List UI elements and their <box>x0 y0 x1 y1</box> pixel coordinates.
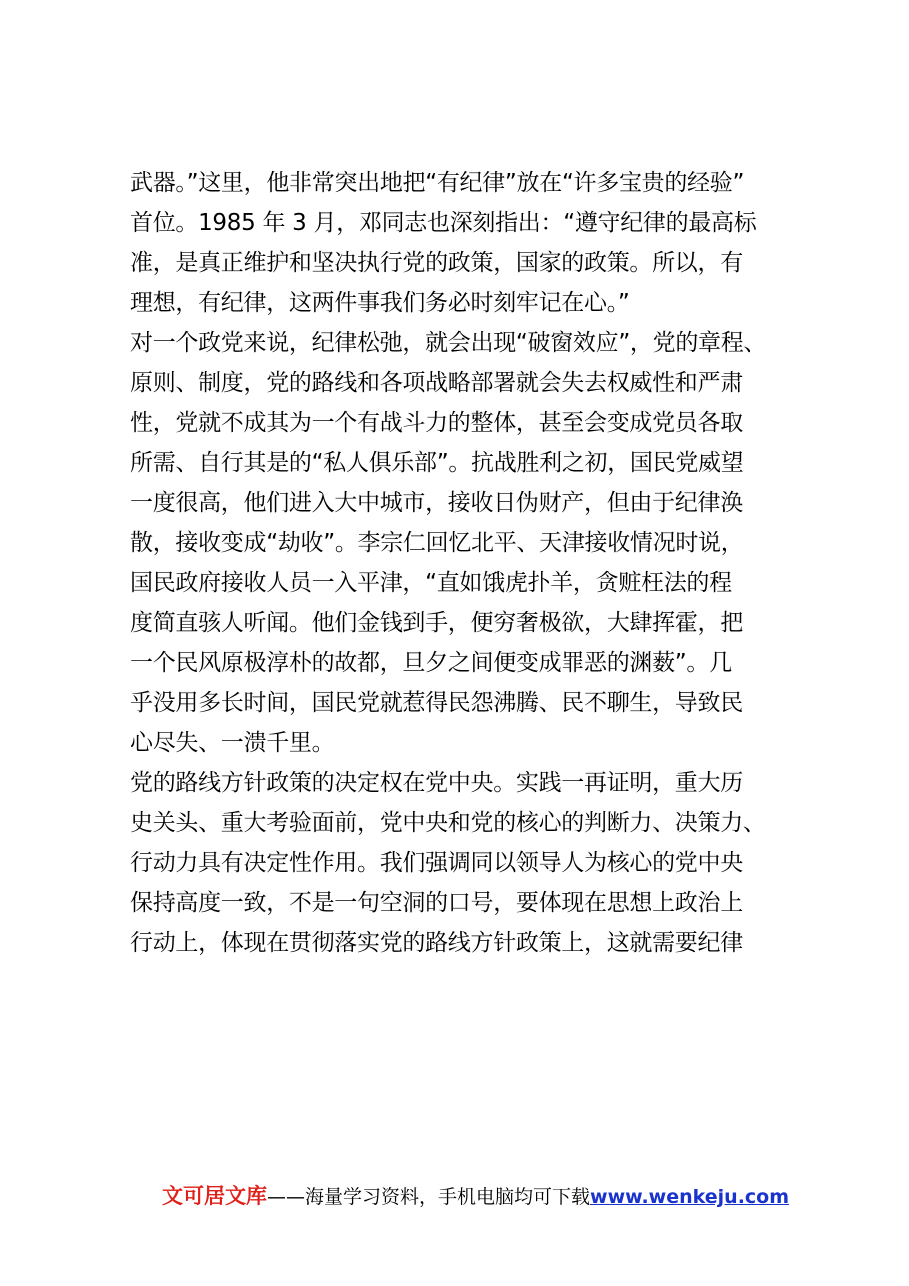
footer-brand: 文可居文库 <box>162 1184 267 1208</box>
text-line: 理想，有纪律，这两件事我们务必时刻牢记在心。” <box>130 290 630 316</box>
text-line: 准，是真正维护和坚决执行党的政策，国家的政策。所以，有 <box>130 250 743 276</box>
text-line: 对一个政党来说，纪律松弛，就会出现“破窗效应”，党的章程、 <box>130 330 767 356</box>
text-line: 心尽失、一溃千里。 <box>130 730 335 756</box>
text-line: 国民政府接收人员一入平津，“直如饿虎扑羊，贪赃枉法的程 <box>130 570 732 596</box>
footer-site-link[interactable]: www.wenkeju.com <box>590 1186 790 1208</box>
text-line: 首位。1985 年 3 月，邓同志也深刻指出：“遵守纪律的最高标 <box>130 210 757 236</box>
text-line: 散，接收变成“劫收”。李宗仁回忆北平、天津接收情况时说， <box>130 530 744 556</box>
text-line: 党的路线方针政策的决定权在党中央。实践一再证明，重大历 <box>130 770 743 796</box>
text-line: 度简直骇人听闻。他们金钱到手，便穷奢极欲，大肆挥霍，把 <box>130 610 743 636</box>
text-line: 一个民风原极淳朴的故都，旦夕之间便变成罪恶的渊薮”。几 <box>130 650 732 676</box>
text-line: 性，党就不成其为一个有战斗力的整体，甚至会变成党员各取 <box>130 410 743 436</box>
text-line: 史关头、重大考验面前，党中央和党的核心的判断力、决策力、 <box>130 810 766 836</box>
text-line: 行动上，体现在贯彻落实党的路线方针政策上，这就需要纪律 <box>130 930 743 956</box>
text-line: 原则、制度，党的路线和各项战略部署就会失去权威性和严肃 <box>130 370 743 396</box>
text-line: 所需、自行其是的“私人俱乐部”。抗战胜利之初，国民党威望 <box>130 450 744 476</box>
text-line: 乎没用多长时间，国民党就惹得民怨沸腾、民不聊生，导致民 <box>130 690 743 716</box>
footer-banner <box>162 1181 789 1211</box>
text-line: 保持高度一致，不是一句空洞的口号，要体现在思想上政治上 <box>130 890 743 916</box>
footer-tagline: ——海量学习资料，手机电脑均可下载 <box>267 1186 591 1208</box>
text-line: 武器。”这里，他非常突出地把“有纪律”放在“许多宝贵的经验” <box>130 170 745 196</box>
text-line: 一度很高，他们进入大中城市，接收日伪财产，但由于纪律涣 <box>130 490 743 516</box>
document-body <box>130 163 810 963</box>
text-line: 行动力具有决定性作用。我们强调同以领导人为核心的党中央 <box>130 850 743 876</box>
